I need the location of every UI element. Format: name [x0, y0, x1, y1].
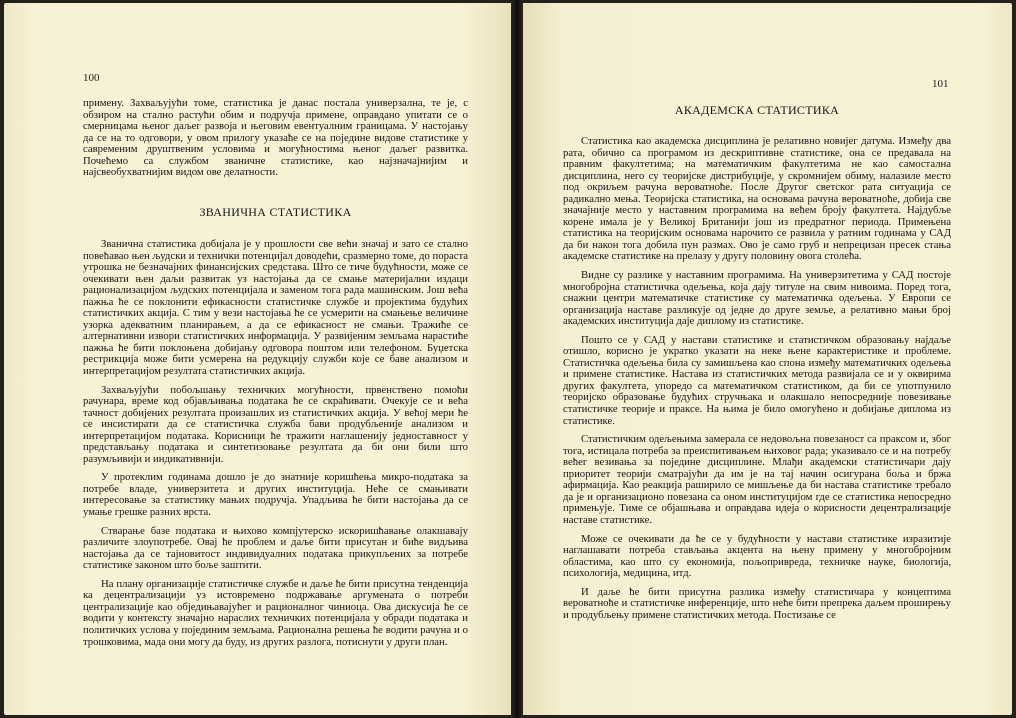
right-page [523, 3, 1012, 715]
left-page [4, 3, 511, 715]
right-page-number: 101 [932, 78, 949, 90]
right-paragraph: Статистика као академска дисциплина је релативно новијег датума. Између два рата, обично са програмом из дескриптивне статистике, она се предавала на правним факултетима; на математичким факултетима не као самостална дисциплина, него су теоријске дистрибуције, у скромнијем обиму, налазиле место под окриљем рачуна вероватноће. После Другог светског рата ситуација се радикално мења. Теоријска статистика, на основама рачуна вероватноће, добија све значајније место у наставним програмима на већем броју факултета. Најдубље корене имала је у Великој Британији још из предратног периода. Примењена статистика на теоријским основама нарочито се развила у ратним годинама у САД да би након тога добила пун размах. Ово је само груб и непрецизан пресек стања академске статистике на прелазу у другу половину овога столећа. [563, 135, 951, 263]
left-intro-paragraph: примену. Захваљујући томе, статистика је данас постала универзална, те је, с обзиром на стално растући обим и подручја примене, оправдано упитати се о смерницама њеног даљег развоја и његовим евентуалним границама. У настојању да се на то одговори, у овом прилогу указаће се на поједине видове статистике у савременим друштвеним условима и могућностима њеног даљег развитка. Почећемо са службом званичне статистике, као најзначајнијим и најсвеобухватнијим видом ове делатности. [83, 97, 468, 179]
left-paragraph: На плану организације статистичке службе и даље ће бити присутна тенденција ка децентрализацији уз истовремено подржавање аргумената о потреби централизације као обједињавајућег и рационалног чиниоца. Ова дискусија ће се водити у контексту значајно нараслих техничких потенцијала у обради података и политичких услова у појединим земљама. Рационална решења ће водити рачуна и о трошковима, мада они могу да буду, из других разлога, потиснути у други план. [83, 577, 468, 648]
left-body-text [83, 239, 468, 655]
left-paragraph: Званична статистика добијала је у прошлости све већи значај и зато се стално повећавао њен људски и технички потенцијал доводећи, сразмерно томе, до пораста утрошка не безначајних финансијских средстава. Што се тиче будућности, може се очекивати њен даљи развитак уз настојања да се смање материјални издаци рационализацијом људских потенцијала и заменом тога рада машинским. Још већа пажња ће се поклонити ефикасности статистичке службе и пројектима будућих статистичких акција. С тим у вези настојања ће се усмерити на смањење величине узорка адекватним планирањем, а да се ефикасност не смањи. Тражиће се алтернативни извори статистичких информација. У развијеним земљама нарастиће пажња ће бити поклоњена добијању одговора поштом или телефоном. Буџетска рестрикција може бити усмерена на редукцију служби које се баве анализом и интерпретацијом резултата статистичких акција. [83, 238, 468, 378]
left-page-number: 100 [83, 72, 100, 84]
right-paragraph: И даље ће бити присутна разлика између статистичара у концептима вероватноће и статистичке инференције, што неће бити препрека даљем проширењу и продубљењу примене статистичких метода. Постизање се [563, 585, 951, 621]
left-intro-block [83, 98, 468, 186]
left-section-heading: ЗВАНИЧНА СТАТИСТИКА [199, 205, 352, 219]
right-paragraph: Видне су разлике у наставним програмима. На универзитетима у САД постоје многобројна статистичка одељења, која дају титуле на свим нивоима. Поред тога, снажни центри математичке статистике су математичка одељења. У Европи се организација наставе разликује од једне до друге земље, а релативно мањи број академских институција даје дипломy из статистике. [563, 269, 951, 328]
book-gutter [511, 0, 523, 718]
right-body-text [563, 136, 951, 628]
right-paragraph: Статистичким одељењима замерала се недовољна повезаност са праксом и, због тога, истицала потреба за преиспитивањем њиховог рада; указивало се и на потребу већег везивања за поједине дисциплине. Млађи академски статистичари дају приоритет теорији сматрајући да им је на тај начин осигурана боља и бржа афирмација. Као реакција раширило се мишљење да би настава статистике требало да је и организационо повезана са оном институцијом где се статистика непосредно примењује. Тиме се објашњава и оправдава идеја о корисности децентрализације наставе статистике. [563, 433, 951, 526]
left-paragraph: У протеклим годинама дошло је до знатније коришћења микро-података за потребе владе, универзитета и других институција. Неће се смањивати интересовање за статистику мањих подручја. Упадљива ће бити настојања да се умање грешке разних врста. [83, 471, 468, 519]
left-paragraph: Захваљујући побољшању техничких могућности, првенствено помоћи рачунара, време код објављивања података ће се скраћивати. Очекује се и већа тачност добијених резултата произашлих из статистичких акција. У већој мери ће се инсистирати да се статистичка служба бави продубљеније анализом и интерпретацијом података. Корисници ће тражити наглашенију једноставност у представљању података и синтетизовање резултата да би они били што разумљивији и индикативнији. [83, 383, 468, 465]
right-paragraph: Може се очекивати да ће се у будућности у настави статистике изразитије наглашавати потреба стављања акцента на њену примену у многобројним областима, као што су економија, пољопривреда, техничке науке, биологија, психологија, медицина, итд. [563, 532, 951, 580]
left-paragraph: Стварање базе података и њихово компјутерско искоришћавање олакшавају различите злоупотребе. Овај ће проблем и даље бити присутан и биће видљива настојања да се тајновитост индивидуалних података прикупљених за потребе статистике законом што боље заштити. [83, 524, 468, 572]
right-section-heading: АКАДЕМСКА СТАТИСТИКА [674, 103, 840, 117]
right-paragraph: Пошто се у САД у настави статистике и статистичком образовању најдаље отишло, корисно је укратко указати на неке њене карактеристике и проблеме. Статистичка одељења била су замишљена као спона између математичких одељења и примене статистике. Настава из статистичких метода развијала се и у оквирима других факултета, упоредо са математичком статистиком, да би се употпунило теоријско образовање будућих стручњака и олакшало непосредније повезивање статистичке теорије и праксе. На њима је било омогућено и добијање диплома из статистике. [563, 333, 951, 427]
